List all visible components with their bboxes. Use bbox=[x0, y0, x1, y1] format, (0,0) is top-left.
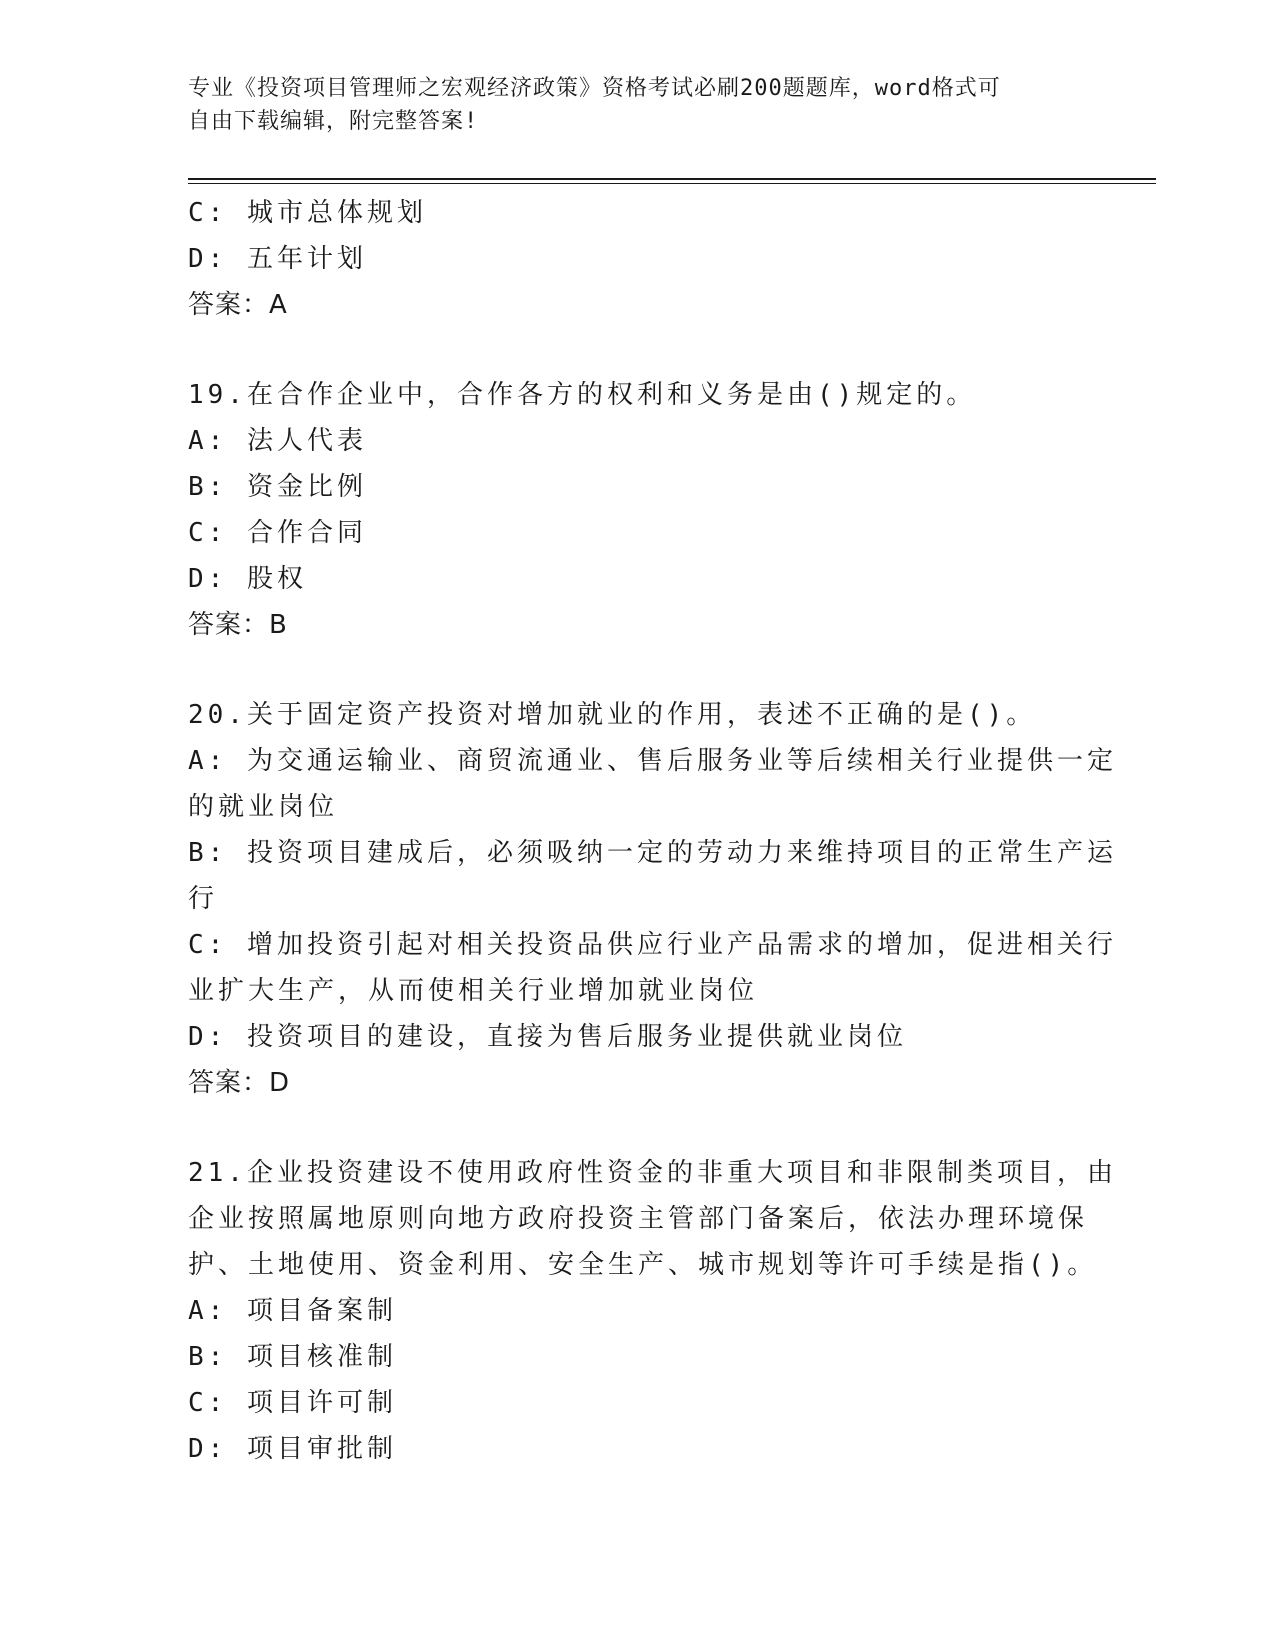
q19-option-a: A: 法人代表 bbox=[188, 426, 367, 456]
q21-option-c: C: 项目许可制 bbox=[188, 1388, 397, 1418]
q19-answer: 答案：B bbox=[188, 610, 288, 640]
header-rule-thick bbox=[188, 178, 1156, 180]
header-line-1: 专业《投资项目管理师之宏观经济政策》资格考试必刷200题题库，word格式可 bbox=[188, 76, 1001, 101]
q19-option-b: B: 资金比例 bbox=[188, 472, 367, 502]
q19-stem: 19.在合作企业中，合作各方的权利和义务是由()规定的。 bbox=[188, 380, 977, 410]
q20-option-a-line-1: A: 为交通运输业、商贸流通业、售后服务业等后续相关行业提供一定 bbox=[188, 746, 1117, 776]
q21-stem-line-2: 企业按照属地原则向地方政府投资主管部门备案后，依法办理环境保 bbox=[188, 1204, 1089, 1234]
question-content bbox=[188, 190, 1117, 1472]
q21-option-d: D: 项目审批制 bbox=[188, 1434, 397, 1464]
q20-answer: 答案：D bbox=[188, 1068, 291, 1098]
q20-stem: 20.关于固定资产投资对增加就业的作用，表述不正确的是()。 bbox=[188, 700, 1037, 730]
q18-answer: 答案：A bbox=[188, 290, 288, 320]
q18-option-d: D: 五年计划 bbox=[188, 244, 367, 274]
q19-option-d: D: 股权 bbox=[188, 564, 307, 594]
q19-option-c: C: 合作合同 bbox=[188, 518, 367, 548]
q21-stem-line-3: 护、土地使用、资金利用、安全生产、城市规划等许可手续是指()。 bbox=[188, 1250, 1098, 1280]
spacer bbox=[188, 328, 1078, 372]
q21-option-a: A: 项目备案制 bbox=[188, 1296, 397, 1326]
q20-option-c-line-2: 业扩大生产，从而使相关行业增加就业岗位 bbox=[188, 976, 759, 1006]
q18-option-c: C: 城市总体规划 bbox=[188, 198, 427, 228]
q20-option-d: D: 投资项目的建设，直接为售后服务业提供就业岗位 bbox=[188, 1022, 907, 1052]
document-header bbox=[188, 72, 1068, 138]
q20-option-b-line-2: 行 bbox=[188, 884, 219, 914]
q21-stem-line-1: 21.企业投资建设不使用政府性资金的非重大项目和非限制类项目，由 bbox=[188, 1158, 1117, 1188]
q20-option-b-line-1: B: 投资项目建成后，必须吸纳一定的劳动力来维持项目的正常生产运 bbox=[188, 838, 1117, 868]
spacer bbox=[188, 648, 1078, 692]
q20-option-c-line-1: C: 增加投资引起对相关投资品供应行业产品需求的增加，促进相关行 bbox=[188, 930, 1117, 960]
spacer bbox=[188, 1106, 1078, 1150]
q21-option-b: B: 项目核准制 bbox=[188, 1342, 397, 1372]
q20-option-a-line-2: 的就业岗位 bbox=[188, 792, 339, 822]
header-line-2: 自由下载编辑，附完整答案! bbox=[188, 109, 479, 134]
header-rule-thin bbox=[188, 183, 1156, 184]
